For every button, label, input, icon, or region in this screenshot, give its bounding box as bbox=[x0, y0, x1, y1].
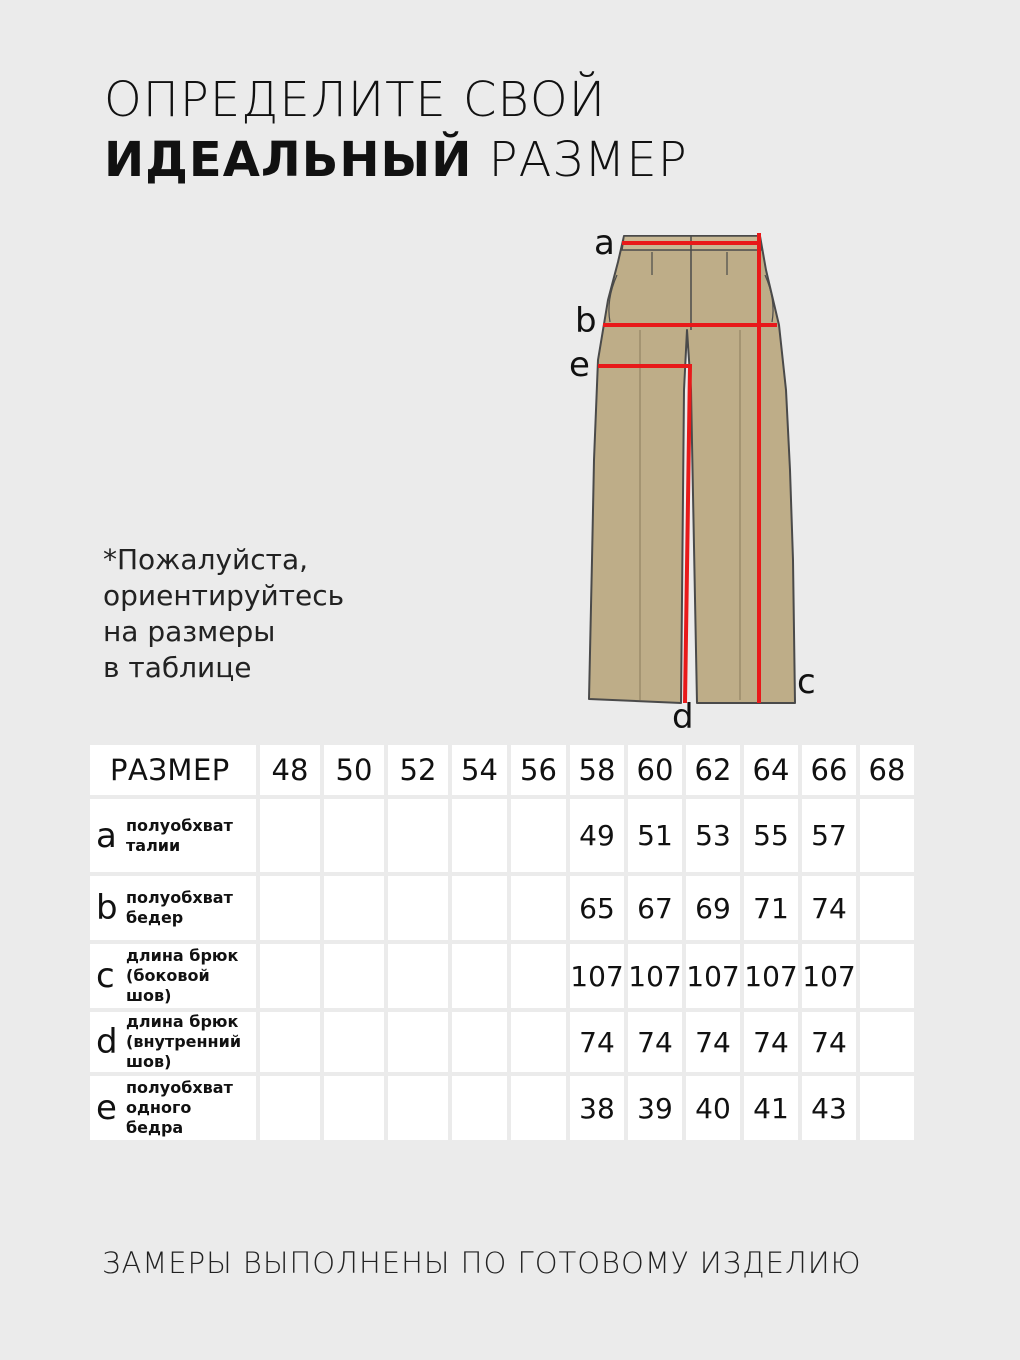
note-line: на размеры bbox=[103, 615, 276, 648]
value-cell: 53 bbox=[686, 799, 740, 872]
value-cell: 107 bbox=[570, 944, 624, 1008]
value-cell bbox=[860, 1012, 914, 1072]
value-cell bbox=[511, 1012, 566, 1072]
value-cell bbox=[260, 1012, 320, 1072]
size-cell: 64 bbox=[744, 745, 798, 795]
table-row bbox=[90, 1012, 914, 1072]
value-cell bbox=[388, 876, 448, 940]
value-cell: 57 bbox=[802, 799, 856, 872]
value-cell bbox=[324, 944, 384, 1008]
note-line: *Пожалуйста, bbox=[103, 543, 308, 576]
size-cell: 66 bbox=[802, 745, 856, 795]
table-header-row bbox=[90, 745, 914, 795]
row-desc-line: бедра bbox=[126, 1118, 184, 1137]
size-cell: 58 bbox=[570, 745, 624, 795]
value-cell: 74 bbox=[570, 1012, 624, 1072]
row-desc-line: полуобхват bbox=[126, 1078, 233, 1097]
value-cell bbox=[452, 944, 507, 1008]
value-cell bbox=[324, 1076, 384, 1140]
value-cell: 43 bbox=[802, 1076, 856, 1140]
footer-note: ЗАМЕРЫ ВЫПОЛНЕНЫ ПО ГОТОВОМУ ИЗДЕЛИЮ bbox=[102, 1246, 862, 1280]
value-cell bbox=[388, 1012, 448, 1072]
value-cell bbox=[324, 876, 384, 940]
label-c: c bbox=[797, 662, 816, 702]
table-row bbox=[90, 876, 914, 940]
value-cell bbox=[452, 1076, 507, 1140]
value-cell: 49 bbox=[570, 799, 624, 872]
value-cell bbox=[860, 799, 914, 872]
row-letter: c bbox=[96, 956, 115, 996]
value-cell bbox=[324, 1012, 384, 1072]
value-cell: 74 bbox=[628, 1012, 682, 1072]
size-cell: 50 bbox=[324, 745, 384, 795]
label-a: a bbox=[594, 225, 615, 263]
value-cell: 38 bbox=[570, 1076, 624, 1140]
row-desc-line: полуобхват bbox=[126, 888, 233, 907]
value-cell bbox=[260, 944, 320, 1008]
pants-silhouette bbox=[589, 236, 795, 703]
value-cell bbox=[860, 944, 914, 1008]
value-cell: 107 bbox=[686, 944, 740, 1008]
row-letter: b bbox=[96, 888, 118, 928]
table-row bbox=[90, 1076, 914, 1140]
size-cell: 54 bbox=[452, 745, 507, 795]
note-line: в таблице bbox=[103, 651, 252, 684]
table-row bbox=[90, 799, 914, 872]
value-cell: 51 bbox=[628, 799, 682, 872]
size-note bbox=[103, 542, 403, 686]
value-cell bbox=[452, 1012, 507, 1072]
size-header-cell: РАЗМЕР bbox=[90, 745, 256, 795]
row-desc-line: бедер bbox=[126, 908, 184, 927]
table-row bbox=[90, 944, 914, 1008]
row-label-cell bbox=[90, 1012, 256, 1072]
value-cell bbox=[511, 799, 566, 872]
value-cell bbox=[511, 876, 566, 940]
row-label-cell bbox=[90, 799, 256, 872]
value-cell bbox=[860, 1076, 914, 1140]
value-cell bbox=[388, 944, 448, 1008]
value-cell: 74 bbox=[744, 1012, 798, 1072]
size-cell: 60 bbox=[628, 745, 682, 795]
row-desc-line: одного bbox=[126, 1098, 192, 1117]
page-title bbox=[104, 70, 688, 190]
row-desc-line: талии bbox=[126, 835, 181, 855]
value-cell: 107 bbox=[744, 944, 798, 1008]
title-line-2 bbox=[104, 130, 688, 190]
row-desc-line: шов) bbox=[126, 1052, 172, 1071]
title-bold-word: ИДЕАЛЬНЫЙ bbox=[104, 132, 473, 188]
value-cell: 107 bbox=[802, 944, 856, 1008]
row-desc-line: длина брюк bbox=[126, 1012, 239, 1031]
row-desc-line: (боковой bbox=[126, 966, 210, 985]
value-cell bbox=[511, 1076, 566, 1140]
title-rest-word: РАЗМЕР bbox=[488, 132, 688, 188]
row-desc-line: шов) bbox=[126, 986, 172, 1005]
row-label-cell bbox=[90, 876, 256, 940]
value-cell: 67 bbox=[628, 876, 682, 940]
value-cell bbox=[860, 876, 914, 940]
value-cell bbox=[260, 876, 320, 940]
size-cell: 62 bbox=[686, 745, 740, 795]
row-letter: e bbox=[96, 1088, 117, 1128]
value-cell bbox=[260, 1076, 320, 1140]
pants-diagram bbox=[560, 225, 820, 735]
value-cell: 71 bbox=[744, 876, 798, 940]
note-line: ориентируйтесь bbox=[103, 579, 345, 612]
value-cell bbox=[388, 1076, 448, 1140]
label-d: d bbox=[672, 697, 694, 735]
label-e: e bbox=[569, 345, 590, 385]
value-cell: 69 bbox=[686, 876, 740, 940]
value-cell: 40 bbox=[686, 1076, 740, 1140]
label-b: b bbox=[575, 301, 597, 341]
value-cell: 41 bbox=[744, 1076, 798, 1140]
value-cell: 55 bbox=[744, 799, 798, 872]
size-table bbox=[86, 741, 918, 1144]
value-cell: 107 bbox=[628, 944, 682, 1008]
value-cell bbox=[324, 799, 384, 872]
row-label-cell bbox=[90, 944, 256, 1008]
size-cell: 48 bbox=[260, 745, 320, 795]
value-cell: 65 bbox=[570, 876, 624, 940]
row-desc-line: длина брюк bbox=[126, 946, 239, 965]
row-letter: a bbox=[96, 815, 117, 856]
value-cell: 74 bbox=[802, 876, 856, 940]
value-cell: 74 bbox=[686, 1012, 740, 1072]
size-cell: 56 bbox=[511, 745, 566, 795]
value-cell bbox=[452, 876, 507, 940]
row-letter: d bbox=[96, 1022, 118, 1062]
row-desc-line: полуобхват bbox=[126, 815, 233, 835]
title-line-1: ОПРЕДЕЛИТЕ СВОЙ bbox=[104, 72, 606, 128]
size-cell: 52 bbox=[388, 745, 448, 795]
size-cell: 68 bbox=[860, 745, 914, 795]
value-cell bbox=[452, 799, 507, 872]
value-cell: 74 bbox=[802, 1012, 856, 1072]
value-cell bbox=[388, 799, 448, 872]
value-cell: 39 bbox=[628, 1076, 682, 1140]
row-desc-line: (внутренний bbox=[126, 1032, 242, 1051]
value-cell bbox=[511, 944, 566, 1008]
row-label-cell bbox=[90, 1076, 256, 1140]
value-cell bbox=[260, 799, 320, 872]
